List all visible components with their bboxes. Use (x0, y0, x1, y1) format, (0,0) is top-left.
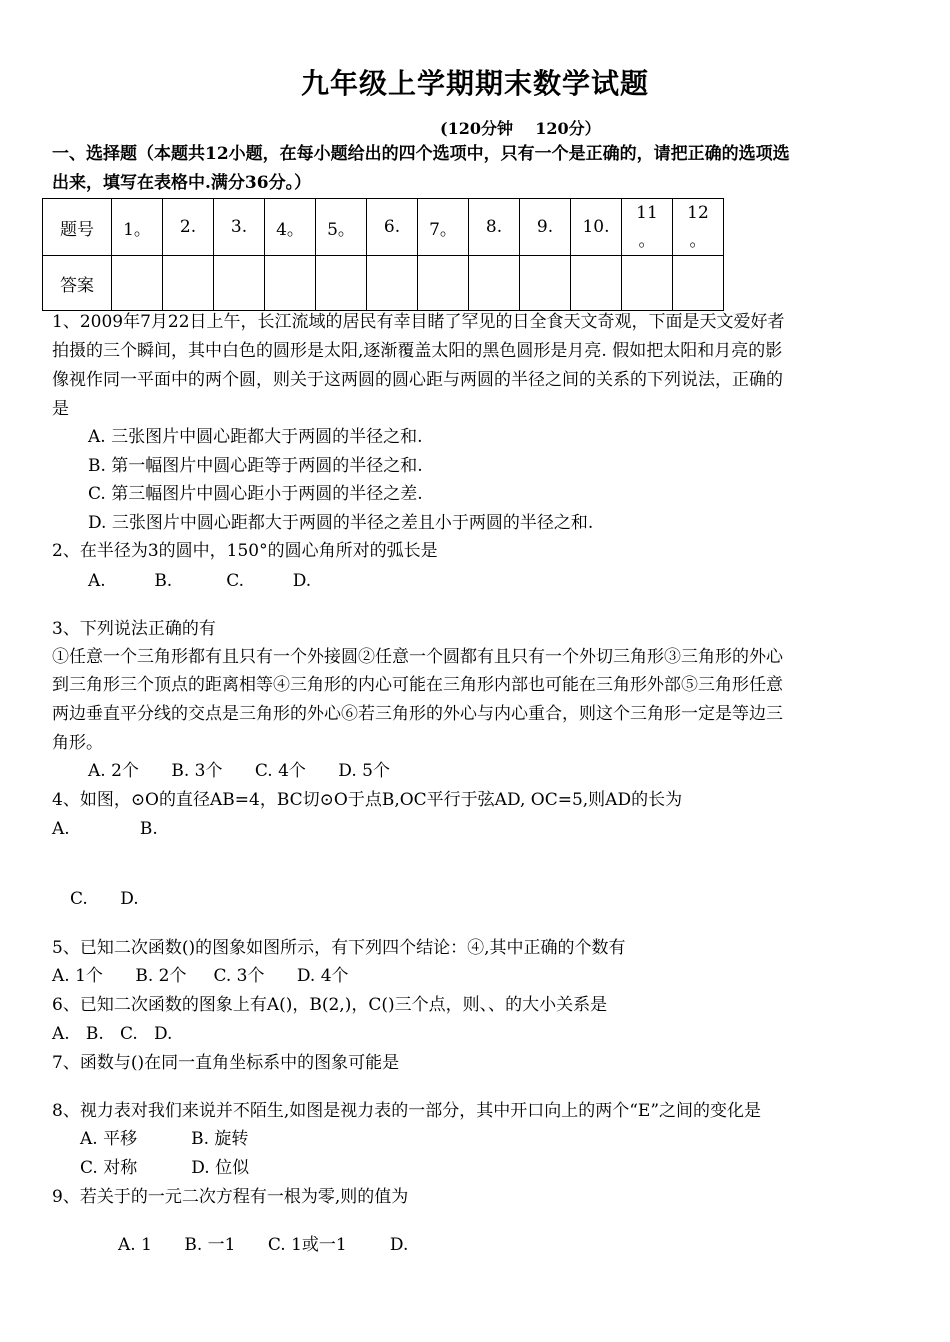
q1-option-d: D. 三张图片中圆心距都大于两圆的半径之差且小于两圆的半径之和. (88, 513, 594, 533)
q1-line2: 拍摄的三个瞬间，其中白色的圆形是太阳,逐渐覆盖太阳的黑色圆形是月亮. 假如把太阳和月亮的影 (52, 341, 783, 361)
answer-table-number-row (43, 199, 724, 256)
q3-line2: ①任意一个三角形都有且只有一个外接圆②任意一个圆都有且只有一个外切三角形③三角形的外心 (52, 647, 783, 667)
question-number-cell: 7。 (418, 199, 469, 256)
q8-options-cd: C. 对称 D. 位似 (80, 1158, 250, 1178)
question-number-cell: 8. (469, 199, 520, 256)
question-number-cell: 10. (571, 199, 622, 256)
answer-cell[interactable] (163, 256, 214, 311)
answer-cell[interactable] (316, 256, 367, 311)
answer-cell[interactable] (418, 256, 469, 311)
question-number-cell: 5。 (316, 199, 367, 256)
q8-line1: 8、视力表对我们来说并不陌生,如图是视力表的一部分，其中开口向上的两个“E”之间的变化是 (52, 1101, 762, 1121)
page-title: 九年级上学期期末数学试题 (300, 67, 649, 100)
q1-option-a: A. 三张图片中圆心距都大于两圆的半径之和. (88, 427, 423, 447)
answer-cell[interactable] (571, 256, 622, 311)
answer-cell[interactable] (214, 256, 265, 311)
question-number-cell: 4。 (265, 199, 316, 256)
question-number-cell: 2. (163, 199, 214, 256)
question-number-cell: 12 。 (673, 199, 724, 256)
q4-line1: 4、如图，⊙O的直径AB=4，BC切⊙O于点B,OC平行于弦AD, OC=5,则AD的长为 (52, 790, 683, 810)
q2-line1: 2、在半径为3的圆中，150°的圆心角所对的弧长是 (52, 541, 438, 561)
section1-instructions-line1: 一、选择题（本题共12小题，在每小题给出的四个选项中，只有一个是正确的，请把正确的选项选 (52, 144, 790, 164)
q3-line3: 到三角形三个顶点的距离相等④三角形的内心可能在三角形内部也可能在三角形外部⑤三角形任意 (52, 675, 783, 695)
q9-line1: 9、若关于的一元二次方程有一根为零,则的值为 (52, 1187, 409, 1207)
q3-line1: 3、下列说法正确的有 (52, 619, 216, 639)
q1-line1: 1、2009年7月22日上午，长江流域的居民有幸目睹了罕见的日全食天文奇观，下面是天文爱好者 (52, 312, 785, 332)
q1-option-c: C. 第三幅图片中圆心距小于两圆的半径之差. (88, 484, 423, 504)
answer-table-answer-row (43, 256, 724, 311)
q5-line1: 5、已知二次函数()的图象如图所示，有下列四个结论：④,其中正确的个数有 (52, 938, 626, 958)
question-number-cell: 3. (214, 199, 265, 256)
q5-options: A. 1个 B. 2个 C. 3个 D. 4个 (52, 966, 349, 986)
answer-cell[interactable] (367, 256, 418, 311)
answer-header: 答案 (43, 256, 112, 311)
question-number-cell: 11 。 (622, 199, 673, 256)
q8-options-ab: A. 平移 B. 旋转 (80, 1129, 249, 1149)
answer-cell[interactable] (265, 256, 316, 311)
question-number-cell: 9. (520, 199, 571, 256)
exam-duration-score: (120分钟 120分） (440, 119, 601, 138)
q4-options-ab: A. B. (52, 819, 158, 839)
answer-cell[interactable] (520, 256, 571, 311)
q6-options: A. B. C. D. (52, 1024, 173, 1044)
q9-options: A. 1 B. 一1 C. 1或一1 D. (118, 1235, 409, 1255)
q7-line1: 7、函数与()在同一直角坐标系中的图象可能是 (52, 1053, 400, 1073)
q3-options: A. 2个 B. 3个 C. 4个 D. 5个 (88, 761, 390, 781)
answer-cell[interactable] (622, 256, 673, 311)
q6-line1: 6、已知二次函数的图象上有A()，B(2,)，C()三个点，则、、的大小关系是 (52, 995, 608, 1015)
answer-cell[interactable] (469, 256, 520, 311)
q1-option-b: B. 第一幅图片中圆心距等于两圆的半径之和. (88, 456, 423, 476)
section1-instructions-line2: 出来，填写在表格中.满分36分。） (52, 173, 312, 193)
q2-options: A. B. C. D. (88, 571, 312, 591)
answer-table (42, 198, 724, 311)
answer-cell[interactable] (112, 256, 163, 311)
q4-options-cd: C. D. (70, 889, 139, 909)
question-number-header: 题号 (43, 199, 112, 256)
question-number-cell: 6. (367, 199, 418, 256)
q1-line4: 是 (52, 399, 69, 419)
q3-line4: 两边垂直平分线的交点是三角形的外心⑥若三角形的外心与内心重合，则这个三角形一定是等边三 (52, 704, 783, 724)
q1-line3: 像视作同一平面中的两个圆，则关于这两圆的圆心距与两圆的半径之间的关系的下列说法，正确的 (52, 370, 783, 390)
q3-line5: 角形。 (52, 733, 103, 753)
question-number-cell: 1。 (112, 199, 163, 256)
answer-cell[interactable] (673, 256, 724, 311)
